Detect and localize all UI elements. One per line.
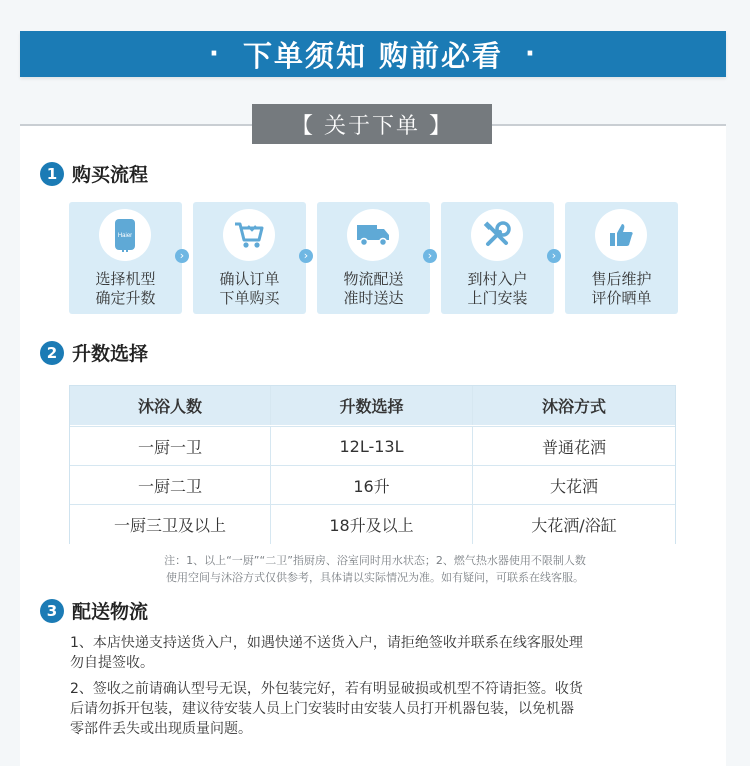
section-header-process xyxy=(40,160,148,187)
chevron-right-icon: › xyxy=(299,249,313,263)
table-cell: 一厨一卫 xyxy=(70,427,271,466)
section-label: 配送物流 xyxy=(72,601,149,623)
page-banner xyxy=(20,31,726,77)
table-row xyxy=(70,465,675,505)
paragraph-line: 勿自提签收。 xyxy=(70,655,154,671)
chevron-right-icon: › xyxy=(423,249,437,263)
table-cell: 16升 xyxy=(271,466,473,505)
table-cell: 大花洒 xyxy=(549,477,598,496)
step-select-model xyxy=(69,202,182,314)
section-number: 3 xyxy=(40,599,64,623)
step-label-line2: 评价晒单 xyxy=(591,289,652,307)
paragraph-line: 1、本店快递支持送货入户，如遇快递不送货入户，请拒绝签收并联系在线客服处理 xyxy=(70,635,583,651)
table-note xyxy=(80,552,670,586)
table-header-cell: 沐浴人数 xyxy=(70,386,271,425)
section-number: 1 xyxy=(40,162,64,186)
paragraph-line: 2、签收之前请确认型号无误，外包装完好，若有明显破损或机型不符请拒签。收货 xyxy=(70,681,583,697)
step-confirm-order xyxy=(193,202,306,314)
table-cell: 18升及以上 xyxy=(271,505,473,544)
table-row xyxy=(70,504,675,544)
section-header-delivery xyxy=(40,597,148,624)
step-after-sales xyxy=(565,202,678,314)
step-delivery xyxy=(317,202,430,314)
table-cell: 12L-13L xyxy=(271,427,473,466)
table-cell: 大花洒/浴缸 xyxy=(531,516,617,535)
table-cell: 一厨三卫及以上 xyxy=(70,505,271,544)
table-header-cell: 沐浴方式 xyxy=(541,397,606,416)
paragraph-line: 后请勿拆开包装，建议待安装人员上门安装时由安装人员打开机器包装，以免机器 xyxy=(70,701,574,717)
note-line: 使用空间与沐浴方式仅供参考，具体请以实际情况为准。如有疑问，可联系在线客服。 xyxy=(166,571,584,584)
step-label-line2: 下单购买 xyxy=(219,289,280,307)
chevron-right-icon: › xyxy=(175,249,189,263)
table-row xyxy=(70,426,675,466)
note-line: 注：1、以上“一厨”“二卫”指厨房、浴室同时用水状态；2、燃气热水器使用不限制人数 xyxy=(164,554,586,567)
section-title: 【 关于下单 】 xyxy=(252,104,492,144)
step-installation xyxy=(441,202,554,314)
step-label-line1: 确认订单 xyxy=(219,270,280,288)
table-cell: 一厨二卫 xyxy=(70,466,271,505)
heater-icon xyxy=(99,209,151,261)
step-label-line1: 到村入户 xyxy=(467,270,528,288)
thumbs-up-icon xyxy=(595,209,647,261)
cart-icon xyxy=(223,209,275,261)
table-header-cell: 升数选择 xyxy=(271,386,473,425)
banner-dot-left: · xyxy=(209,39,221,69)
step-label-line1: 选择机型 xyxy=(95,270,156,288)
step-label-line2: 确定升数 xyxy=(95,289,156,307)
capacity-table xyxy=(69,385,676,544)
section-label: 升数选择 xyxy=(72,343,149,365)
step-label-line1: 售后维护 xyxy=(591,270,652,288)
step-label-line2: 上门安装 xyxy=(467,289,528,307)
table-header-row xyxy=(70,386,675,425)
step-label-line2: 准时送达 xyxy=(343,289,404,307)
chevron-right-icon: › xyxy=(547,249,561,263)
banner-dot-right: · xyxy=(525,39,537,69)
table-cell: 普通花洒 xyxy=(541,438,606,457)
section-number: 2 xyxy=(40,341,64,365)
step-label-line1: 物流配送 xyxy=(343,270,404,288)
section-header-capacity xyxy=(40,339,148,366)
paragraph-line: 零部件丢失或出现质量问题。 xyxy=(70,721,252,737)
process-steps xyxy=(69,202,679,314)
brand-logo: Haier xyxy=(117,233,133,239)
delivery-paragraph-1 xyxy=(70,633,650,673)
truck-icon xyxy=(347,209,399,261)
section-label: 购买流程 xyxy=(72,164,149,186)
tools-icon xyxy=(471,209,523,261)
delivery-paragraph-2 xyxy=(70,679,650,739)
banner-title: 下单须知 购前必看 xyxy=(242,38,504,73)
